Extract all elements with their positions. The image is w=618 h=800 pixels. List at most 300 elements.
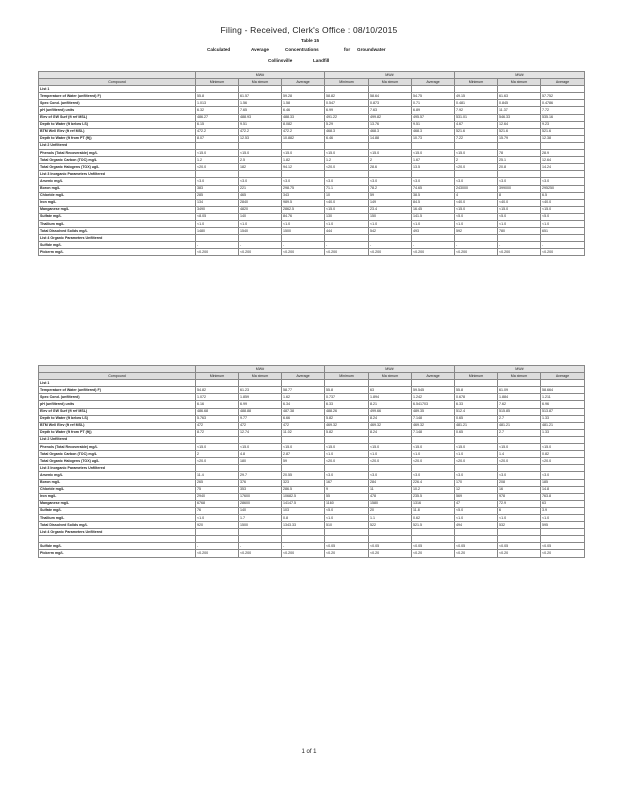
value-cell: <0.05: [369, 543, 412, 550]
value-cell: <3.0: [541, 472, 585, 479]
value-cell: <3.0: [282, 178, 325, 185]
value-cell: [541, 142, 585, 149]
title-word-for: for: [344, 47, 351, 52]
value-cell: 235.5: [412, 493, 455, 500]
value-cell: 7.22: [455, 135, 498, 142]
value-cell: 58.64: [369, 93, 412, 100]
value-cell: <5.0: [325, 507, 369, 514]
table-row: [39, 536, 585, 543]
value-cell: 472.2: [196, 128, 239, 135]
value-cell: <15.0: [455, 444, 498, 451]
value-cell: 54.75: [412, 93, 455, 100]
stat-column-header: Average: [541, 373, 585, 380]
value-cell: <20.0: [196, 164, 239, 171]
value-cell: <1.0: [455, 220, 498, 227]
value-cell: 481.21: [498, 422, 541, 429]
value-cell: 49.15: [455, 93, 498, 100]
value-cell: 1.82: [282, 157, 325, 164]
table-row: [39, 444, 585, 451]
value-cell: 182: [239, 164, 282, 171]
value-cell: 1.072: [196, 394, 239, 401]
value-cell: -: [455, 242, 498, 249]
value-cell: [498, 465, 541, 472]
value-cell: [239, 171, 282, 178]
table-row: [39, 93, 585, 100]
value-cell: 0.8: [282, 514, 325, 521]
value-cell: 11.8: [412, 507, 455, 514]
value-cell: 6768: [196, 500, 239, 507]
value-cell: <0.200: [412, 249, 455, 256]
value-cell: [498, 380, 541, 387]
value-cell: 512.4: [455, 408, 498, 415]
table-row: [39, 86, 585, 93]
value-cell: [455, 465, 498, 472]
value-cell: 2.7: [498, 415, 541, 422]
value-cell: 28.6: [369, 164, 412, 171]
value-cell: <3.0: [325, 472, 369, 479]
stat-column-header: Average: [412, 373, 455, 380]
value-cell: 2840: [239, 199, 282, 206]
value-cell: 59: [369, 192, 412, 199]
value-cell: 38.5: [412, 192, 455, 199]
value-cell: <1.0: [498, 220, 541, 227]
value-cell: <0.200: [282, 249, 325, 256]
value-cell: 468.3: [325, 128, 369, 135]
value-cell: 1.013: [196, 100, 239, 107]
table-row: [39, 235, 585, 242]
table-row: [39, 529, 585, 536]
value-cell: 546.33: [498, 114, 541, 121]
value-cell: <0.200: [455, 249, 498, 256]
value-cell: 243000: [455, 185, 498, 192]
value-cell: [455, 380, 498, 387]
value-cell: [498, 142, 541, 149]
value-cell: 472.2: [239, 128, 282, 135]
row-label: Phenols (Total Recoverable) mg/L: [39, 444, 196, 451]
stat-column-header: Average: [282, 79, 325, 86]
value-cell: <3.0: [412, 472, 455, 479]
value-cell: 11.02: [282, 429, 325, 436]
value-cell: <0.20: [541, 550, 585, 557]
value-cell: [282, 142, 325, 149]
row-label: Depth to Water (ft from PT (ft)): [39, 135, 196, 142]
value-cell: <0.20: [498, 550, 541, 557]
value-cell: -: [498, 242, 541, 249]
value-cell: 595: [541, 522, 585, 529]
stat-column-header: Ma ximum: [498, 79, 541, 86]
table-row: [39, 242, 585, 249]
value-cell: <40.0: [455, 199, 498, 206]
value-cell: 6.32: [196, 107, 239, 114]
value-cell: 465: [239, 192, 282, 199]
value-cell: 376: [239, 479, 282, 486]
value-cell: [196, 142, 239, 149]
row-label: Temperature of Water (unfiltered) F): [39, 93, 196, 100]
row-label: Manganese mg/L: [39, 500, 196, 507]
value-cell: <0.05: [498, 543, 541, 550]
stat-column-header: Average: [412, 79, 455, 86]
row-label: Boron mg/L: [39, 479, 196, 486]
row-label: [39, 536, 196, 543]
value-cell: 0.65: [455, 415, 498, 422]
value-cell: [325, 536, 369, 543]
value-cell: 6.15: [196, 121, 239, 128]
value-cell: 763.8: [541, 493, 585, 500]
value-cell: 58.664: [541, 387, 585, 394]
value-cell: -: [239, 242, 282, 249]
row-label: Pickerm mg/L: [39, 550, 196, 557]
value-cell: [239, 142, 282, 149]
value-cell: <0.200: [541, 249, 585, 256]
value-cell: 522: [369, 522, 412, 529]
value-cell: [455, 536, 498, 543]
value-cell: 6.33: [455, 401, 498, 408]
stat-column-header: Average: [282, 373, 325, 380]
value-cell: <3.0: [369, 472, 412, 479]
value-cell: [498, 536, 541, 543]
row-label: Temperature of Water (unfiltered) F): [39, 387, 196, 394]
value-cell: 149: [369, 199, 412, 206]
value-cell: <20.0: [325, 458, 369, 465]
value-cell: 61.57: [239, 93, 282, 100]
value-cell: <5.0: [498, 213, 541, 220]
value-cell: [455, 436, 498, 443]
value-cell: <20.0: [325, 164, 369, 171]
value-cell: 2: [369, 157, 412, 164]
row-label: Total Dissolved Solids mg/L: [39, 228, 196, 235]
value-cell: <1.0: [412, 220, 455, 227]
value-cell: 0.4786: [541, 100, 585, 107]
table-row: [39, 408, 585, 415]
value-cell: 488.93: [239, 114, 282, 121]
value-cell: <20.0: [412, 458, 455, 465]
value-cell: 20.55: [282, 472, 325, 479]
value-cell: 535.16: [541, 114, 585, 121]
value-cell: <0.200: [498, 249, 541, 256]
value-cell: <3.0: [196, 178, 239, 185]
value-cell: <3.0: [455, 178, 498, 185]
value-cell: <20.0: [498, 458, 541, 465]
table-row: [39, 458, 585, 465]
value-cell: [325, 86, 369, 93]
value-cell: 569: [455, 493, 498, 500]
value-cell: 1.62: [282, 394, 325, 401]
value-cell: 1.1: [369, 514, 412, 521]
row-label: Iron mg/L: [39, 199, 196, 206]
value-cell: 4820: [239, 206, 282, 213]
value-cell: 150: [369, 213, 412, 220]
value-cell: [541, 529, 585, 536]
value-cell: 7.148: [412, 429, 455, 436]
well-group-header: MW#: [196, 72, 325, 79]
table-row: [39, 493, 585, 500]
stat-column-header: Minimum: [325, 373, 369, 380]
value-cell: -: [541, 242, 585, 249]
table-row: [39, 178, 585, 185]
stat-column-header: Minimum: [455, 79, 498, 86]
value-cell: <1.0: [369, 451, 412, 458]
value-cell: <0.20: [369, 550, 412, 557]
value-cell: 489.35: [412, 408, 455, 415]
value-cell: <0.05: [541, 543, 585, 550]
row-label: Elev of GW Surf (ft ref MSL): [39, 114, 196, 121]
value-cell: 2.5: [239, 157, 282, 164]
value-cell: 1160: [325, 500, 369, 507]
value-cell: 11.4: [196, 472, 239, 479]
row-label: Pickerm mg/L: [39, 249, 196, 256]
value-cell: 8.21: [369, 401, 412, 408]
value-cell: 444: [325, 228, 369, 235]
value-cell: 63: [541, 500, 585, 507]
value-cell: 75: [196, 486, 239, 493]
value-cell: [282, 465, 325, 472]
value-cell: <20.0: [541, 458, 585, 465]
value-cell: <0.05: [325, 543, 369, 550]
value-cell: <20.0: [369, 458, 412, 465]
value-cell: 141.5: [412, 213, 455, 220]
value-cell: 510: [325, 522, 369, 529]
value-cell: <15.0: [282, 150, 325, 157]
row-label: Manganese mg/L: [39, 206, 196, 213]
corner-cell: [39, 366, 196, 373]
value-cell: 76: [196, 507, 239, 514]
value-cell: 651: [541, 228, 585, 235]
value-cell: <1.0: [282, 220, 325, 227]
value-cell: <5.0: [541, 213, 585, 220]
table-row: [39, 114, 585, 121]
value-cell: 20: [369, 507, 412, 514]
table-row: [39, 199, 585, 206]
value-cell: 1580: [369, 500, 412, 507]
value-cell: 208: [498, 479, 541, 486]
value-cell: <1.0: [455, 451, 498, 458]
value-cell: [282, 86, 325, 93]
value-cell: 494: [455, 522, 498, 529]
row-label: Iron mg/L: [39, 493, 196, 500]
value-cell: <15.0: [369, 444, 412, 451]
title-word-concentrations: Concentrations: [285, 47, 319, 52]
value-cell: 0.71: [412, 100, 455, 107]
value-cell: 4.67: [455, 121, 498, 128]
value-cell: 59: [282, 458, 325, 465]
value-cell: 286.5: [282, 486, 325, 493]
stat-column-header: Ma ximum: [369, 373, 412, 380]
value-cell: 0.737: [325, 394, 369, 401]
value-cell: 16: [498, 486, 541, 493]
value-cell: 5.82: [325, 415, 369, 422]
row-label: List 3 Inorganic Parameters Unfiltered: [39, 465, 196, 472]
value-cell: [369, 142, 412, 149]
value-cell: <0.200: [196, 249, 239, 256]
value-cell: [325, 171, 369, 178]
value-cell: [325, 142, 369, 149]
value-cell: <1.0: [541, 220, 585, 227]
value-cell: 103: [282, 507, 325, 514]
value-cell: [412, 465, 455, 472]
value-cell: [196, 436, 239, 443]
value-cell: 61.09: [498, 387, 541, 394]
value-cell: [196, 235, 239, 242]
value-cell: <15.0: [455, 150, 498, 157]
value-cell: <3.0: [498, 472, 541, 479]
value-cell: [412, 529, 455, 536]
table-row: [39, 486, 585, 493]
value-cell: 57.752: [541, 93, 585, 100]
value-cell: -: [239, 543, 282, 550]
table-row: [39, 213, 585, 220]
value-cell: <1.0: [325, 220, 369, 227]
value-cell: [369, 86, 412, 93]
value-cell: [196, 380, 239, 387]
value-cell: 1.2: [196, 157, 239, 164]
value-cell: <40.0: [325, 199, 369, 206]
row-label: Elev of GW Surf (ft ref MSL): [39, 408, 196, 415]
value-cell: <15.0: [412, 444, 455, 451]
value-cell: 532: [498, 522, 541, 529]
table-row: [39, 507, 585, 514]
row-label: Depth to Water (ft below LS): [39, 415, 196, 422]
value-cell: 478: [369, 493, 412, 500]
value-cell: 55.8: [196, 93, 239, 100]
value-cell: <15.0: [239, 444, 282, 451]
value-cell: 472: [282, 422, 325, 429]
table-row: [39, 550, 585, 557]
stat-column-header: Average: [541, 79, 585, 86]
value-cell: [239, 529, 282, 536]
row-label: Thallium mg/L: [39, 220, 196, 227]
value-cell: <3.0: [455, 472, 498, 479]
value-cell: [282, 536, 325, 543]
value-cell: 130: [325, 213, 369, 220]
value-cell: 8.082: [282, 121, 325, 128]
title-word-average: Average: [251, 47, 269, 52]
stat-column-header: Ma ximum: [498, 373, 541, 380]
value-cell: <15.0: [239, 150, 282, 157]
value-cell: 11: [369, 486, 412, 493]
value-cell: 0.678: [455, 394, 498, 401]
value-cell: [369, 171, 412, 178]
compound-column-header: Compound: [39, 79, 196, 86]
value-cell: 63: [369, 387, 412, 394]
value-cell: 9.77: [239, 415, 282, 422]
row-label: List 3 Inorganic Parameters Unfiltered: [39, 171, 196, 178]
row-label: BTM Well Elev (ft ref MSL): [39, 422, 196, 429]
value-cell: 14.24: [541, 164, 585, 171]
value-cell: 7.65: [239, 107, 282, 114]
value-cell: 9: [325, 486, 369, 493]
table-row: [39, 451, 585, 458]
value-cell: 3490: [196, 206, 239, 213]
stat-column-header: Minimum: [325, 79, 369, 86]
row-label: BTM Well Elev (ft ref MSL): [39, 128, 196, 135]
value-cell: [239, 536, 282, 543]
value-cell: 180: [239, 458, 282, 465]
value-cell: 1.33: [541, 415, 585, 422]
value-cell: 285: [196, 192, 239, 199]
value-cell: [412, 86, 455, 93]
value-cell: 486.27: [196, 114, 239, 121]
value-cell: 323: [282, 479, 325, 486]
value-cell: 17600: [239, 493, 282, 500]
value-cell: 78: [498, 150, 541, 157]
row-label: List 4 Organic Parameters Unfiltered: [39, 529, 196, 536]
value-cell: 1.56: [239, 100, 282, 107]
value-cell: <1.0: [369, 220, 412, 227]
value-cell: 1500: [239, 522, 282, 529]
value-cell: [455, 171, 498, 178]
value-cell: 6.46: [325, 135, 369, 142]
value-cell: 15.79: [498, 135, 541, 142]
table-row: [39, 249, 585, 256]
value-cell: [325, 436, 369, 443]
table-row: [39, 422, 585, 429]
row-label: pH (unfiltered) units: [39, 401, 196, 408]
value-cell: -: [196, 242, 239, 249]
title-word-calculated: Calculated: [207, 47, 231, 52]
table-row: [39, 157, 585, 164]
filing-stamp: Filing - Received, Clerk's Office : 08/10/2015: [220, 25, 398, 35]
value-cell: 55.8: [325, 387, 369, 394]
value-cell: 14.8: [541, 486, 585, 493]
value-cell: <5.0: [455, 507, 498, 514]
table-row: [39, 185, 585, 192]
stat-column-header: Ma ximum: [369, 79, 412, 86]
row-label: List 4 Organic Parameters Unfiltered: [39, 235, 196, 242]
value-cell: 1.242: [412, 394, 455, 401]
value-cell: [412, 171, 455, 178]
value-cell: <15.0: [412, 150, 455, 157]
value-cell: <20.0: [196, 458, 239, 465]
value-cell: [239, 235, 282, 242]
well-group-header: MW#: [196, 366, 325, 373]
value-cell: 140: [239, 507, 282, 514]
value-cell: 989.5: [282, 199, 325, 206]
value-cell: 2: [196, 451, 239, 458]
column-header-row: [39, 79, 585, 86]
value-cell: <0.20: [325, 550, 369, 557]
value-cell: 1.859: [239, 394, 282, 401]
value-cell: 493: [412, 228, 455, 235]
value-cell: 11.37: [498, 107, 541, 114]
value-cell: 1.2: [325, 157, 369, 164]
value-cell: 487.38: [282, 408, 325, 415]
value-cell: 353: [239, 486, 282, 493]
well-group-row: [39, 72, 585, 79]
value-cell: 12.38: [541, 135, 585, 142]
value-cell: 5.29: [325, 121, 369, 128]
value-cell: 1540: [239, 228, 282, 235]
value-cell: [498, 436, 541, 443]
table-row: [39, 128, 585, 135]
value-cell: 10.73: [412, 135, 455, 142]
table-row: [39, 206, 585, 213]
corner-cell: [39, 72, 196, 79]
row-label: List 2 Unfiltered: [39, 436, 196, 443]
value-cell: 488.88: [239, 408, 282, 415]
value-cell: 521.6: [541, 128, 585, 135]
row-label: List 1: [39, 380, 196, 387]
value-cell: 13.76: [369, 121, 412, 128]
stat-column-header: Minimum: [455, 373, 498, 380]
value-cell: 2862.5: [282, 206, 325, 213]
value-cell: 1.211: [541, 394, 585, 401]
row-label: List 2 Unfiltered: [39, 142, 196, 149]
value-cell: 14147.5: [282, 500, 325, 507]
table-row: [39, 472, 585, 479]
value-cell: -: [196, 543, 239, 550]
value-cell: <1.0: [325, 451, 369, 458]
value-cell: 495.57: [412, 114, 455, 121]
